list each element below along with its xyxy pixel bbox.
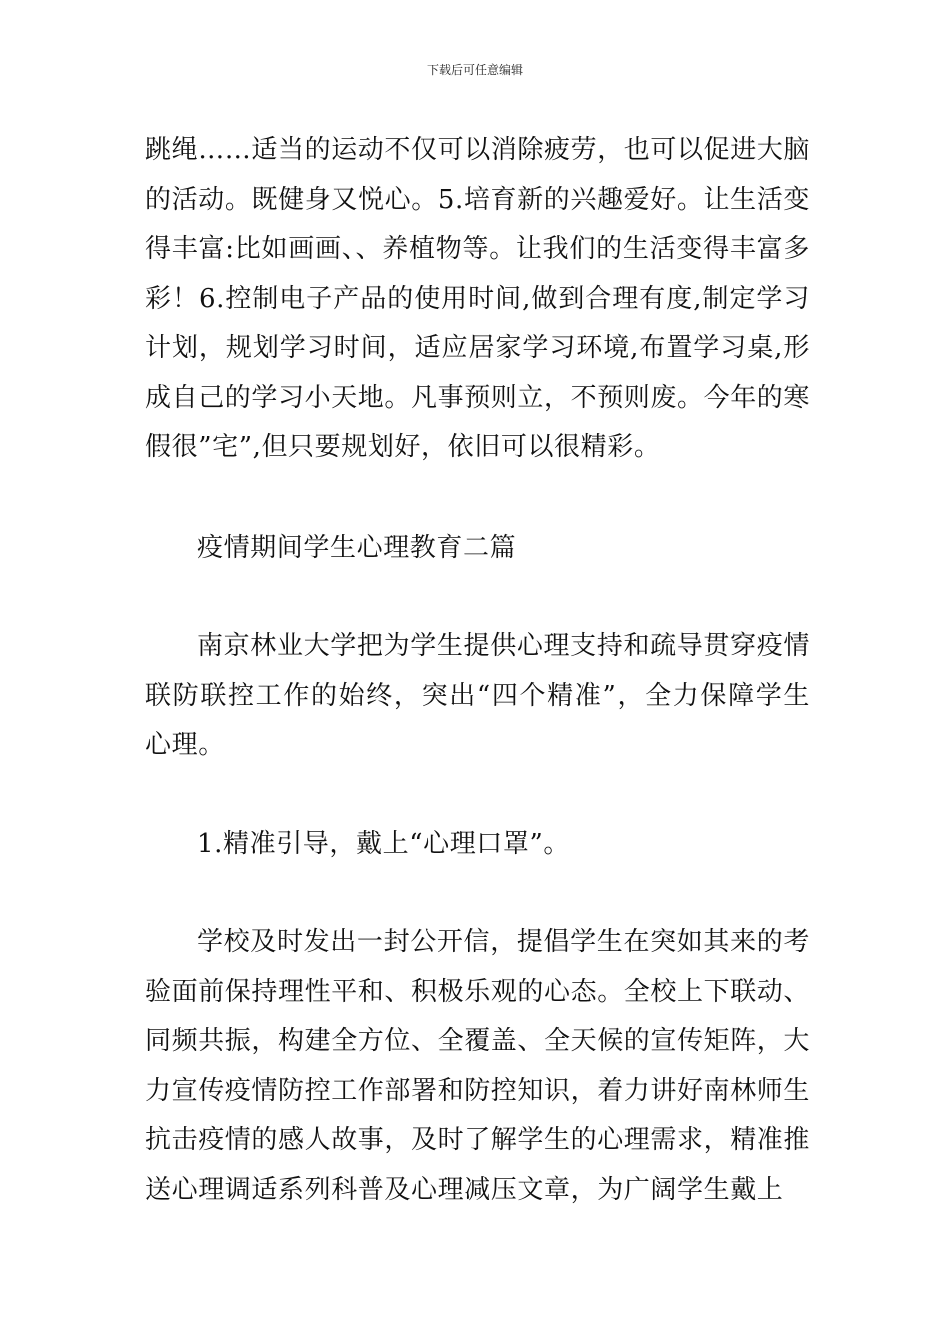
body-paragraph: 跳绳……适当的运动不仅可以消除疲劳，也可以促进大脑的活动。既健身又悦心。5.培育新的兴趣爱好。让生活变得丰富:比如画画、、养植物等。让我们的生活变得丰富多彩！6.控制电子产品的使用时间,做到合理有度,制定学习计划，规划学习时间，适应居家学习环境,布置学习桌,形成自己的学习小天地。凡事预则立，不预则废。今年的寒假很”宅”,但只要规划好，依旧可以很精彩。 xyxy=(145,135,811,462)
body-paragraph: 学校及时发出一封公开信，提倡学生在突如其来的考验面前保持理性平和、积极乐观的心态。全校上下联动、同频共振，构建全方位、全覆盖、全天候的宣传矩阵，大力宣传疫情防控工作部署和防控知识，着力讲好南林师生抗击疫情的感人故事，及时了解学生的心理需求，精准推送心理调适系列科普及心理减压文章，为广阔学生戴上 xyxy=(145,927,811,1205)
subsection-heading: 1.精准引导，戴上“心理口罩”。 xyxy=(197,829,570,859)
body-paragraph: 南京林业大学把为学生提供心理支持和疏导贯穿疫情联防联控工作的始终，突出“四个精准”，全力保障学生心理。 xyxy=(145,631,810,760)
section-heading: 疫情期间学生心理教育二篇 xyxy=(197,533,517,563)
page-header: 下载后可任意编辑 xyxy=(426,63,523,77)
